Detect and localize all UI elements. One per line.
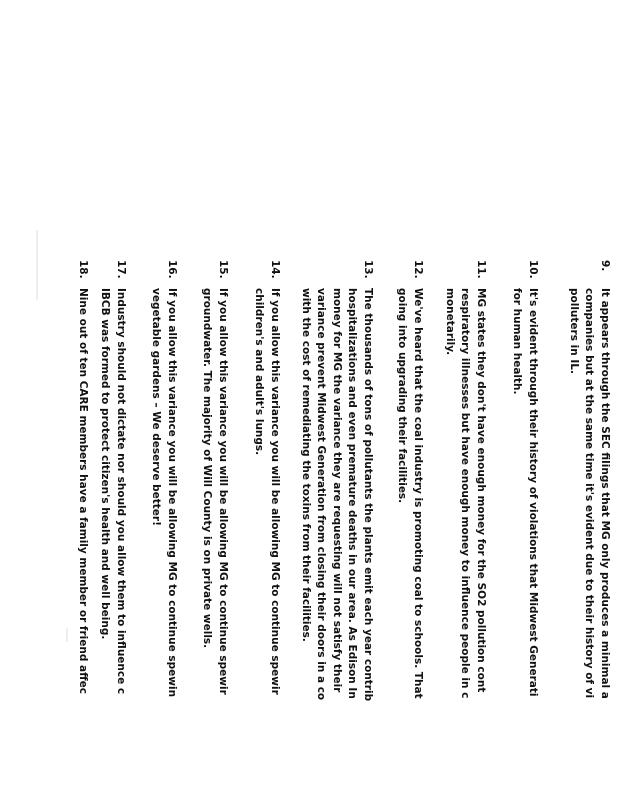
item-line: If you allow this variance you will be allowing MG to continue spewir bbox=[269, 288, 281, 695]
item-number: 13. bbox=[362, 260, 374, 279]
scan-artifact bbox=[36, 230, 38, 300]
item-line: vegetable gardens – We deserve better! bbox=[150, 288, 163, 526]
item-number: 10. bbox=[527, 260, 539, 279]
scan-artifact bbox=[66, 628, 68, 642]
item-line: groundwater. The majority of Will County is on private wells. bbox=[201, 288, 214, 649]
item-text bbox=[75, 288, 91, 694]
item-text bbox=[148, 288, 179, 697]
item-line: with the cost of remediating the toxins from their facilities. bbox=[300, 288, 312, 642]
rotated-text-block bbox=[72, 260, 612, 800]
item-line: The thousands of tons of pollutants the plants emit each year contrib bbox=[362, 288, 374, 702]
item-text bbox=[509, 288, 540, 696]
item-number: 11. bbox=[475, 260, 487, 279]
item-line: It's evident through their history of violations that Midwest Generati bbox=[527, 288, 539, 697]
item-text bbox=[97, 288, 128, 694]
item-number: 16. bbox=[166, 260, 178, 279]
item-line: money for MG the variance they are requesting will not satisfy their bbox=[331, 288, 343, 693]
item-line: companies but at the same time it's evident due to their history of vi bbox=[583, 288, 596, 699]
item-number: 14. bbox=[269, 260, 281, 279]
item-text bbox=[442, 288, 489, 698]
item-line: Industry should not dictate nor should you allow them to influence c bbox=[115, 288, 127, 695]
item-text bbox=[566, 288, 613, 699]
item-text bbox=[251, 288, 282, 695]
item-line: If you allow this variance you will be allowing MG to continue spewir bbox=[217, 288, 229, 695]
item-text bbox=[298, 288, 376, 701]
item-number: 9. bbox=[599, 260, 611, 272]
item-line: respiratory illnesses but have enough money to influence people in c bbox=[459, 288, 472, 699]
item-line: polluters in IL. bbox=[568, 288, 580, 374]
item-line: Nine out of ten CARE members have a family member or friend affec bbox=[77, 288, 89, 694]
item-number: 12. bbox=[412, 260, 424, 279]
item-line: If you allow this variance you will be allowing MG to continue spewin bbox=[166, 288, 178, 698]
item-number: 17. bbox=[115, 260, 127, 279]
item-number: 15. bbox=[217, 260, 229, 279]
item-text bbox=[199, 288, 230, 695]
item-line: We've heard that the coal industry is promoting coal to schools. That bbox=[412, 288, 424, 699]
item-line: for human health. bbox=[511, 288, 524, 395]
item-line: IBCB was formed to protect citizen's health and well being. bbox=[99, 288, 112, 640]
item-text bbox=[394, 288, 425, 699]
item-line: It appears through the SEC filings that MG only produces a minimal a bbox=[599, 288, 611, 699]
item-line: MG states they don't have enough money for the SO2 pollution cont bbox=[475, 288, 487, 693]
item-line: hospitalizations and even premature deaths in our area. As Edison In bbox=[346, 288, 359, 699]
item-number: 18. bbox=[77, 260, 89, 279]
item-line: monetarily. bbox=[444, 288, 456, 356]
item-line: variance prevent Midwest Generation from closing their doors in a co bbox=[315, 288, 328, 701]
item-line: going into upgrading their facilities. bbox=[396, 288, 409, 504]
item-line: children's and adult's lungs. bbox=[253, 288, 266, 456]
